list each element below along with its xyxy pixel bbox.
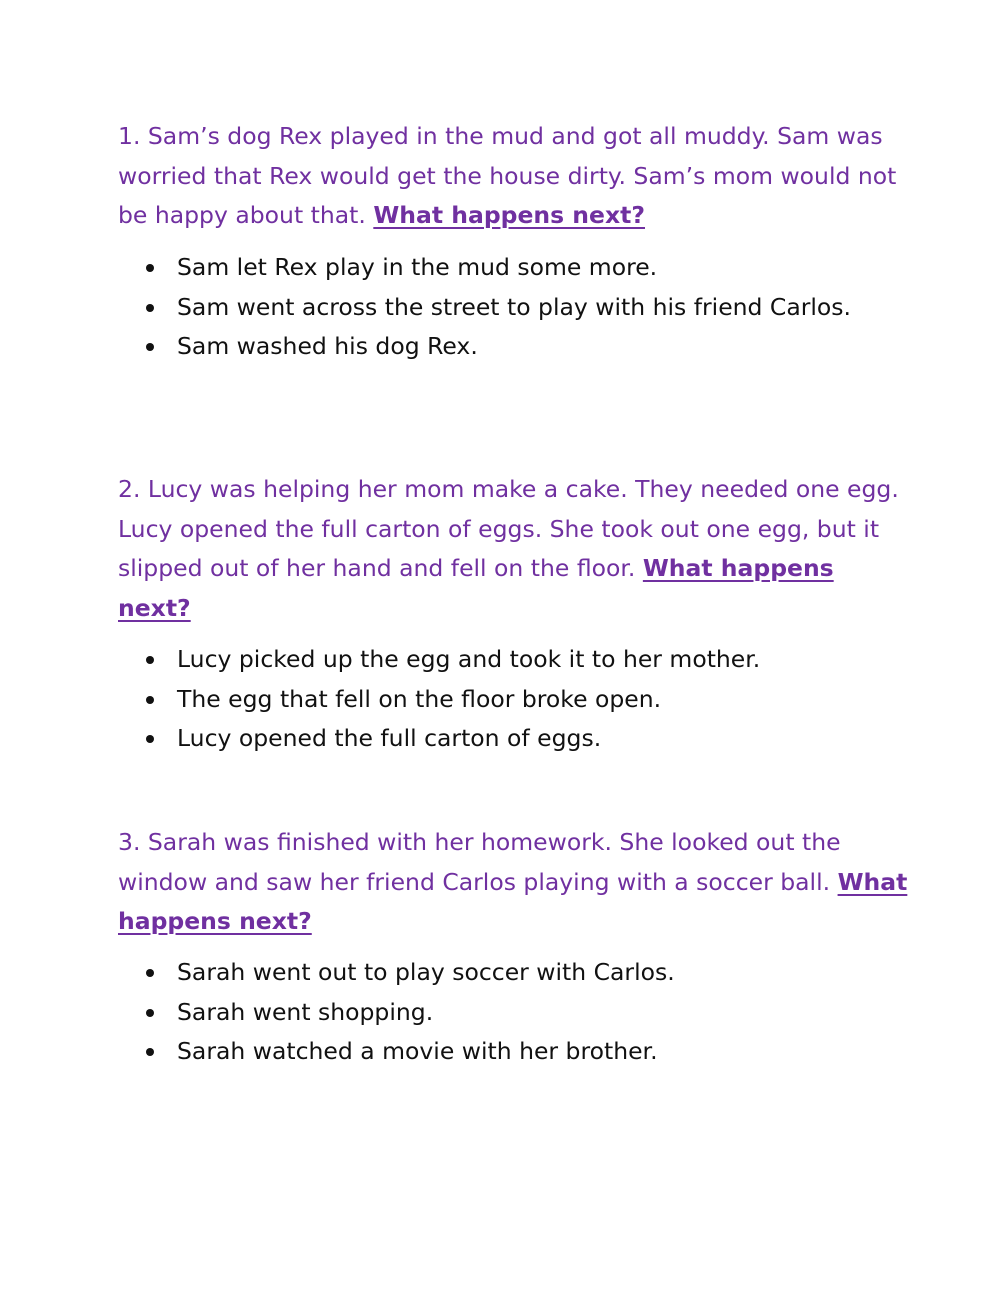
question-1-text: 1. Sam’s dog Rex played in the mud and got all muddy. Sam was worried that Rex would get the house dirty. Sam’s mom would not be happy about that. (118, 122, 897, 229)
bullet-icon (146, 696, 154, 704)
bullet-icon (146, 656, 154, 664)
question-3-prompt: What happens next? (118, 867, 908, 935)
question-1-options (118, 248, 878, 367)
bullet-icon (146, 1048, 154, 1056)
option-text: Sarah went shopping. (177, 997, 434, 1026)
question-1-prompt: What happens next? (373, 201, 645, 229)
bullet-icon (146, 1009, 154, 1017)
question-3-options (118, 953, 878, 1072)
option-text: Sarah watched a movie with her brother. (177, 1037, 658, 1065)
option-text: Lucy opened the full carton of eggs. (177, 724, 602, 752)
bullet-icon (146, 343, 154, 351)
bullet-icon (146, 304, 154, 312)
list-item (118, 248, 878, 288)
question-2 (118, 470, 908, 628)
question-3-text: 3. Sarah was finished with her homework. She looked out the window and saw her friend Carlos playing with a soccer ball. (118, 828, 841, 896)
question-2-prompt: What happens next? (118, 554, 834, 622)
list-item (118, 953, 878, 993)
list-item (118, 640, 878, 680)
question-3 (118, 823, 908, 942)
question-1 (118, 117, 908, 236)
bullet-icon (146, 264, 154, 272)
question-2-text: 2. Lucy was helping her mom make a cake. They needed one egg. Lucy opened the full carton of eggs. She took out one egg, but it slipped out of her hand and fell on the floor. (118, 475, 899, 582)
list-item (118, 327, 878, 367)
list-item (118, 288, 878, 328)
option-text: The egg that fell on the floor broke open. (177, 684, 662, 713)
bullet-icon (146, 969, 154, 977)
list-item (118, 993, 878, 1033)
option-text: Sam washed his dog Rex. (177, 332, 478, 360)
option-text: Sam let Rex play in the mud some more. (177, 253, 658, 281)
list-item (118, 680, 878, 720)
question-2-options (118, 640, 878, 759)
option-text: Lucy picked up the egg and took it to her mother. (177, 645, 761, 673)
list-item (118, 719, 878, 759)
option-text: Sarah went out to play soccer with Carlos. (177, 958, 675, 986)
list-item (118, 1032, 878, 1072)
option-text: Sam went across the street to play with his friend Carlos. (177, 292, 852, 321)
bullet-icon (146, 735, 154, 743)
